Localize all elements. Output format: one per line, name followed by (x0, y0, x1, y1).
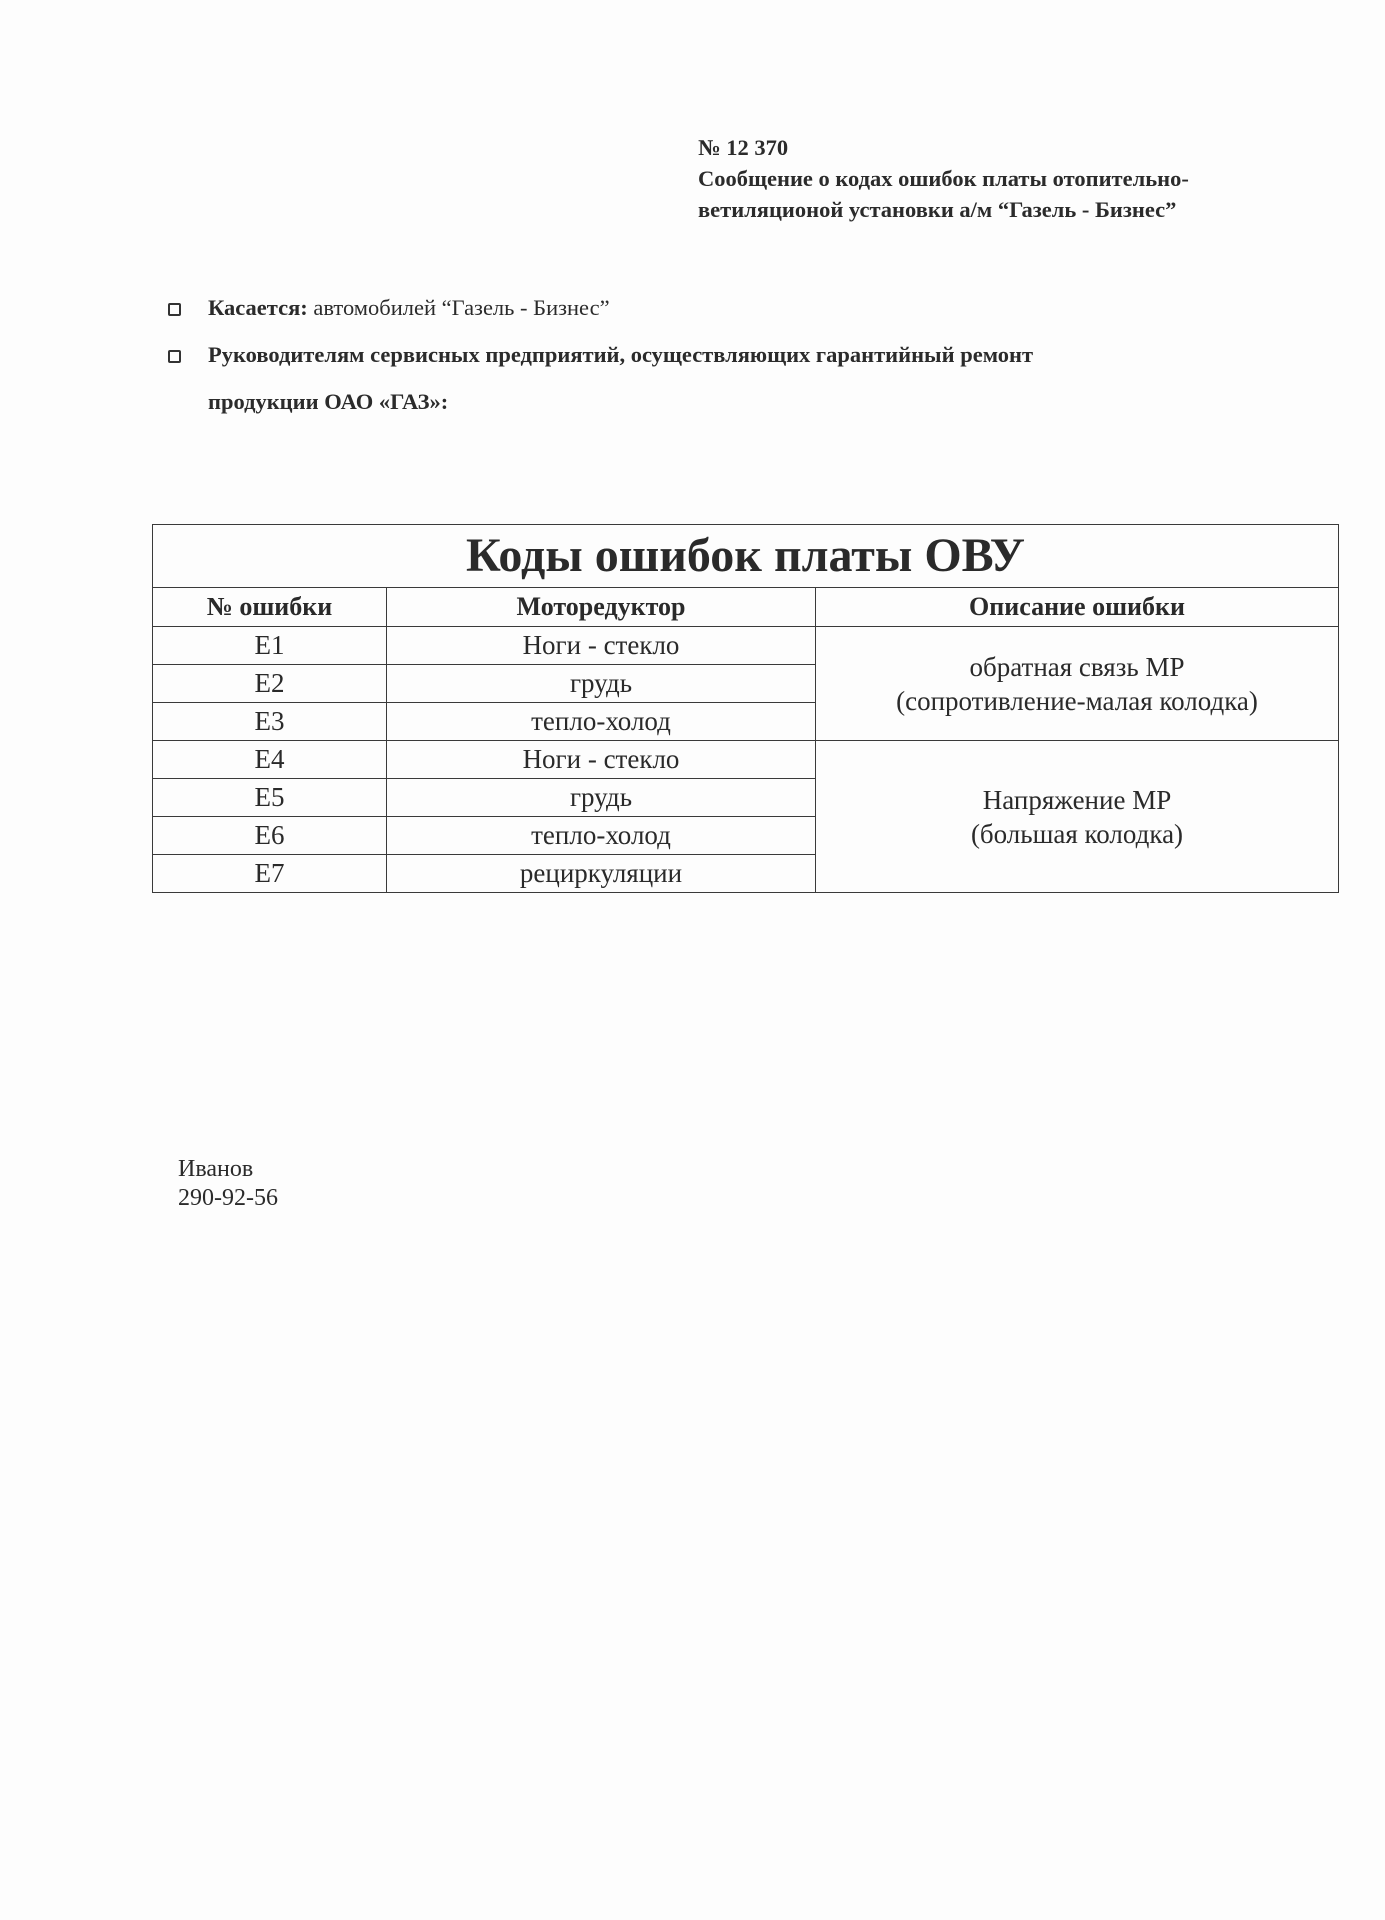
bullet-label: Касается: (208, 295, 308, 320)
contact-footer (178, 1155, 278, 1213)
bullet-text: автомобилей “Газель - Бизнес” (307, 295, 610, 320)
error-code-cell: E1 (153, 627, 387, 665)
column-header-description: Описание ошибки (816, 588, 1339, 627)
error-codes-table (152, 524, 1339, 893)
contact-name: Иванов (178, 1156, 254, 1182)
table-row (153, 627, 1339, 665)
description-line-2: (большая колодка) (970, 818, 1184, 849)
error-code-cell: E3 (153, 703, 387, 741)
bullet-addressees (166, 331, 1033, 425)
error-code-cell: E6 (153, 817, 387, 855)
table-title: Коды ошибок платы ОВУ (153, 525, 1339, 588)
error-code-cell: E5 (153, 779, 387, 817)
column-header-code: № ошибки (153, 588, 387, 627)
bullet-list (166, 284, 1033, 425)
table-header-row (153, 588, 1339, 627)
bullet-continuation: продукции ОАО «ГАЗ»: (208, 389, 449, 414)
description-line-2: (сопротивление-малая колодка) (896, 685, 1258, 716)
document-number: № 12 370 (698, 135, 789, 160)
description-line-1: Напряжение МР (982, 784, 1172, 815)
description-line-1: обратная связь МР (969, 651, 1185, 682)
motor-cell: рециркуляции (387, 855, 816, 893)
description-cell (816, 741, 1339, 893)
bullet-label: Руководителям сервисных предприятий, осуществляющих гарантийный ремонт (208, 342, 1033, 367)
error-code-cell: E7 (153, 855, 387, 893)
motor-cell: грудь (387, 665, 816, 703)
motor-cell: Ноги - стекло (387, 741, 816, 779)
table-row (153, 741, 1339, 779)
checkbox-bullet-icon (168, 350, 181, 363)
motor-cell: грудь (387, 779, 816, 817)
document-subject-line-2: ветиляционой установки а/м “Газель - Бизнес” (698, 197, 1177, 222)
error-code-cell: E2 (153, 665, 387, 703)
bullet-applies-to (166, 284, 1033, 331)
document-subject-line-1: Сообщение о кодах ошибок платы отопительно- (698, 166, 1189, 191)
motor-cell: тепло-холод (387, 703, 816, 741)
description-cell (816, 627, 1339, 741)
contact-phone: 290-92-56 (178, 1185, 278, 1211)
document-header (698, 132, 1189, 225)
motor-cell: Ноги - стекло (387, 627, 816, 665)
motor-cell: тепло-холод (387, 817, 816, 855)
column-header-motor: Моторедуктор (387, 588, 816, 627)
checkbox-bullet-icon (168, 303, 181, 316)
error-code-cell: E4 (153, 741, 387, 779)
